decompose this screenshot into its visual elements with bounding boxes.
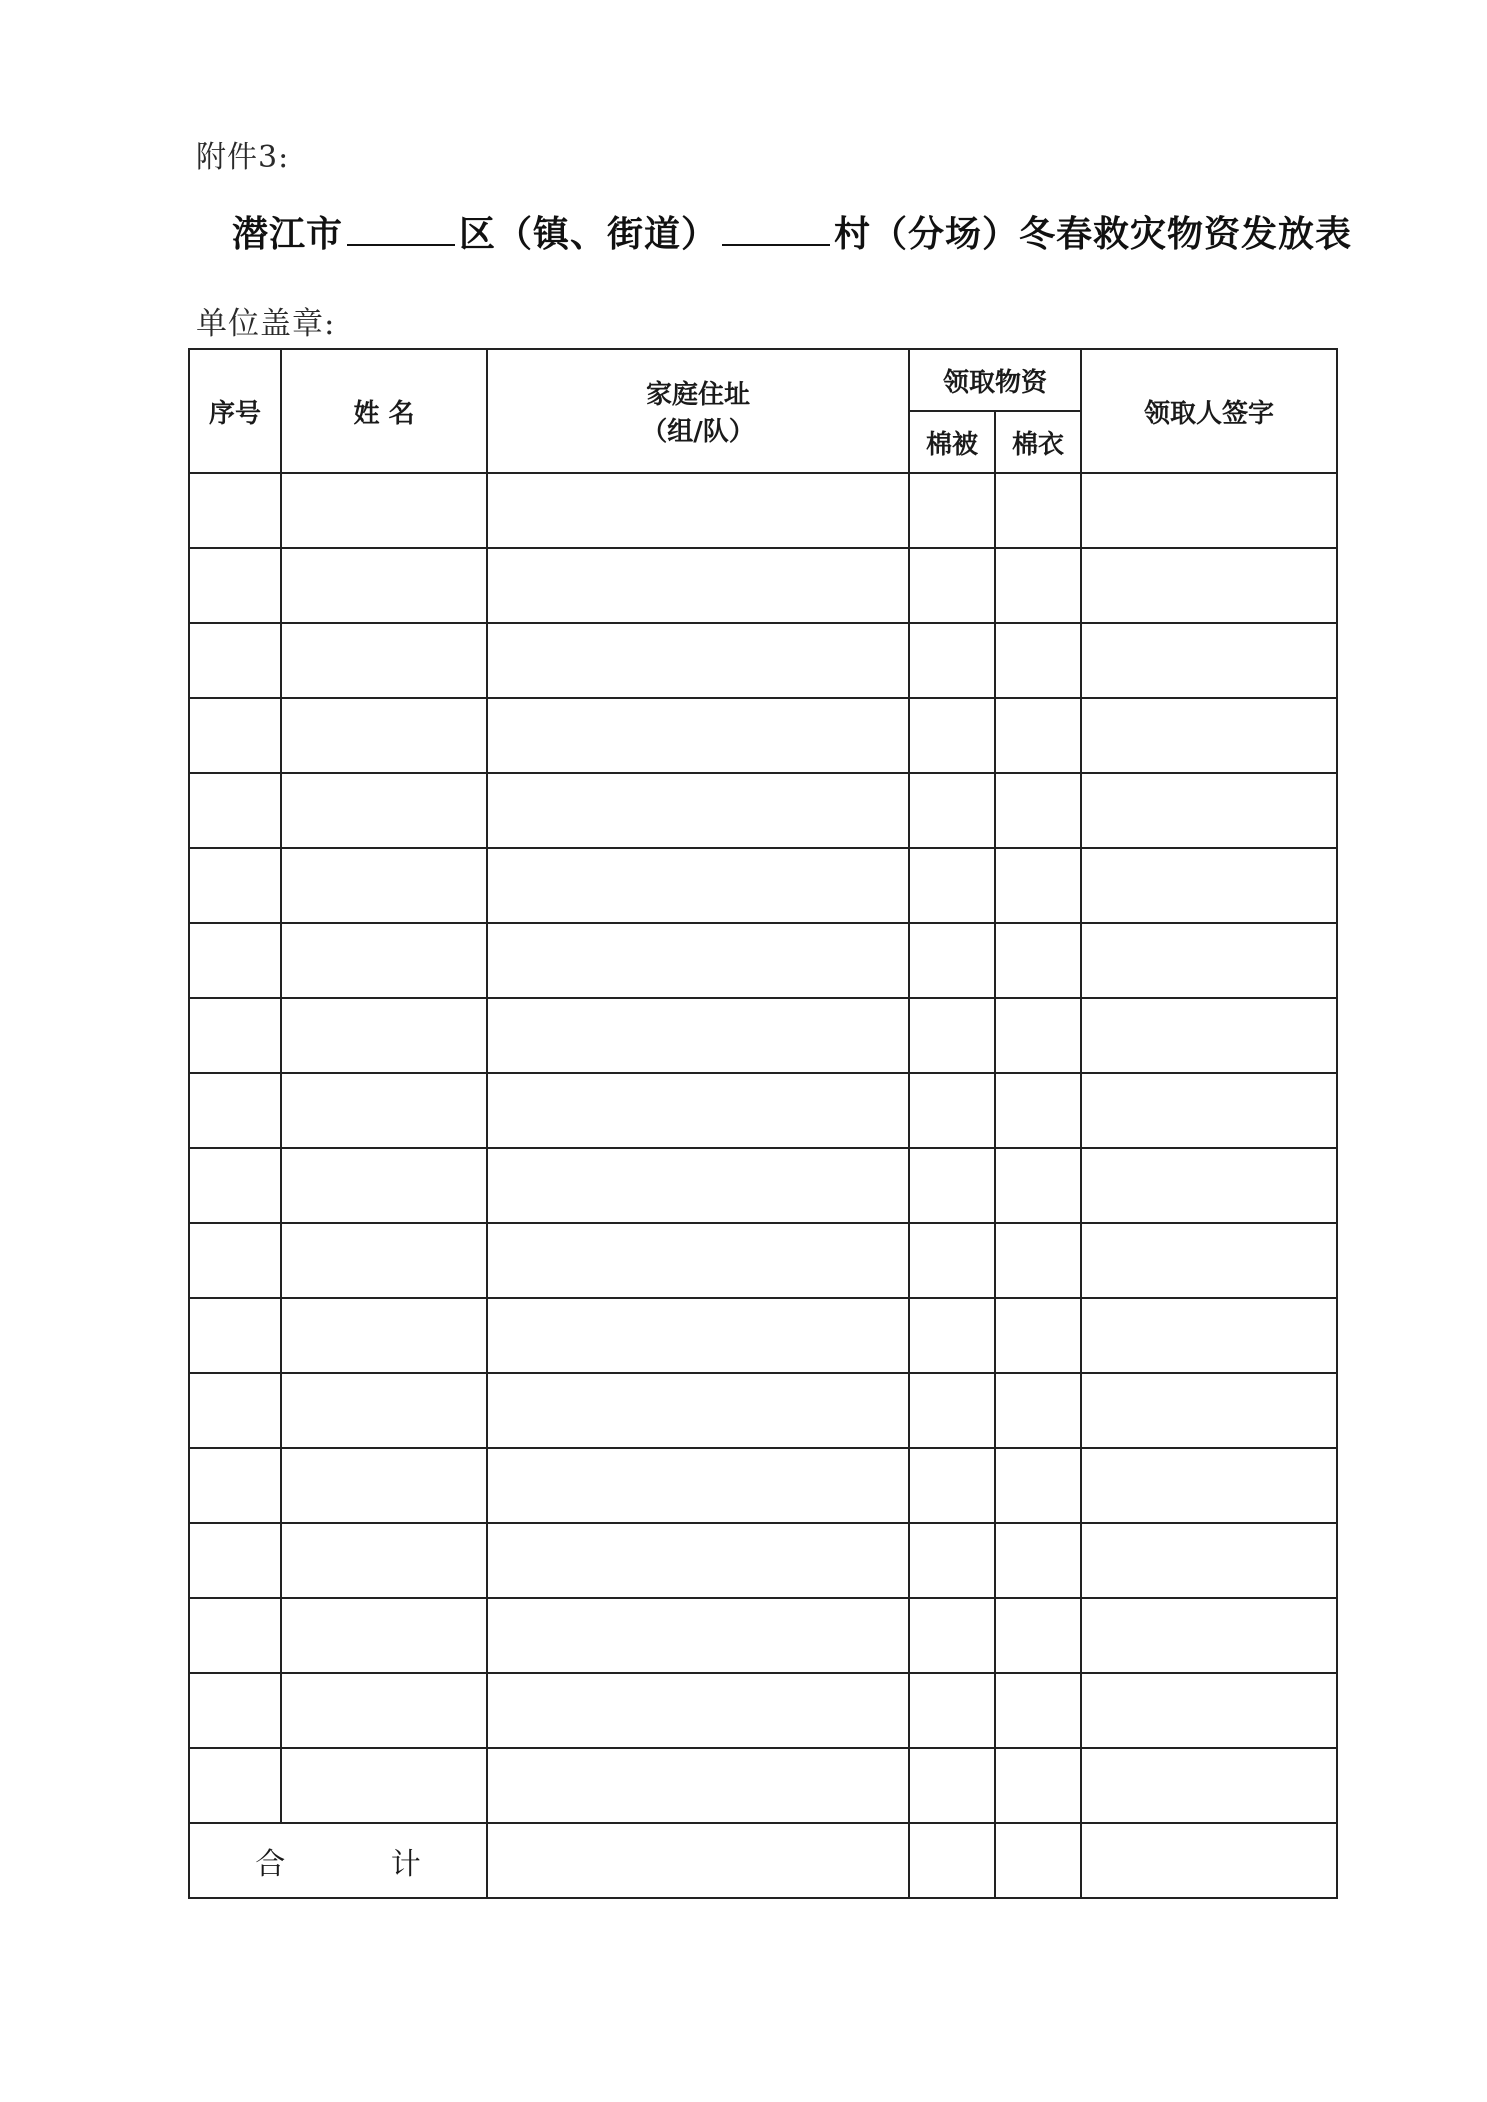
- seq-cell[interactable]: [189, 548, 281, 623]
- table-row: [189, 623, 1337, 698]
- coat-cell[interactable]: [995, 998, 1081, 1073]
- signature-cell[interactable]: [1081, 698, 1337, 773]
- seq-cell[interactable]: [189, 698, 281, 773]
- coat-cell[interactable]: [995, 623, 1081, 698]
- total-address-cell[interactable]: [487, 1823, 909, 1898]
- quilt-cell[interactable]: [909, 548, 995, 623]
- signature-cell[interactable]: [1081, 1223, 1337, 1298]
- coat-cell[interactable]: [995, 1448, 1081, 1523]
- quilt-cell[interactable]: [909, 1373, 995, 1448]
- address-cell[interactable]: [487, 773, 909, 848]
- name-cell[interactable]: [281, 998, 487, 1073]
- signature-cell[interactable]: [1081, 1298, 1337, 1373]
- signature-cell[interactable]: [1081, 1073, 1337, 1148]
- table-row: [189, 1448, 1337, 1523]
- signature-cell[interactable]: [1081, 1448, 1337, 1523]
- name-cell[interactable]: [281, 1448, 487, 1523]
- signature-cell[interactable]: [1081, 1748, 1337, 1823]
- distribution-table: [188, 348, 1338, 1899]
- header-address: [487, 349, 909, 473]
- signature-cell[interactable]: [1081, 623, 1337, 698]
- document-title: [232, 206, 1352, 257]
- address-cell[interactable]: [487, 698, 909, 773]
- quilt-cell[interactable]: [909, 1598, 995, 1673]
- address-cell[interactable]: [487, 548, 909, 623]
- table-row: [189, 998, 1337, 1073]
- coat-cell[interactable]: [995, 848, 1081, 923]
- seq-cell[interactable]: [189, 773, 281, 848]
- seq-cell[interactable]: [189, 1748, 281, 1823]
- total-row: [189, 1823, 1337, 1898]
- quilt-cell[interactable]: [909, 1073, 995, 1148]
- seq-cell[interactable]: [189, 1448, 281, 1523]
- seq-cell[interactable]: [189, 1298, 281, 1373]
- coat-cell[interactable]: [995, 698, 1081, 773]
- quilt-cell[interactable]: [909, 773, 995, 848]
- header-name: 姓 名: [281, 349, 487, 473]
- district-blank[interactable]: [347, 212, 455, 246]
- quilt-cell[interactable]: [909, 1673, 995, 1748]
- name-cell[interactable]: [281, 1373, 487, 1448]
- table-body: [189, 473, 1337, 1823]
- coat-cell[interactable]: [995, 773, 1081, 848]
- quilt-cell[interactable]: [909, 998, 995, 1073]
- total-label: 合 计: [189, 1823, 487, 1898]
- name-cell[interactable]: [281, 1673, 487, 1748]
- title-village: 村（分场）冬春救灾物资发放表: [834, 213, 1353, 255]
- table-row: [189, 848, 1337, 923]
- quilt-cell[interactable]: [909, 1523, 995, 1598]
- header-row: [189, 349, 1337, 411]
- unit-seal-label: 单位盖章:: [196, 306, 336, 342]
- coat-cell[interactable]: [995, 1373, 1081, 1448]
- address-cell[interactable]: [487, 1373, 909, 1448]
- seq-cell[interactable]: [189, 1598, 281, 1673]
- name-cell[interactable]: [281, 1148, 487, 1223]
- quilt-cell[interactable]: [909, 1148, 995, 1223]
- coat-cell[interactable]: [995, 548, 1081, 623]
- table-row: [189, 1223, 1337, 1298]
- address-cell[interactable]: [487, 848, 909, 923]
- name-cell[interactable]: [281, 1748, 487, 1823]
- seq-cell[interactable]: [189, 1148, 281, 1223]
- signature-cell[interactable]: [1081, 473, 1337, 548]
- signature-cell[interactable]: [1081, 548, 1337, 623]
- table-row: [189, 1748, 1337, 1823]
- name-cell[interactable]: [281, 698, 487, 773]
- header-coat: 棉衣: [995, 411, 1081, 473]
- total-signature-cell[interactable]: [1081, 1823, 1337, 1898]
- coat-cell[interactable]: [995, 1148, 1081, 1223]
- title-city: 潜江市: [232, 213, 344, 255]
- seq-cell[interactable]: [189, 1073, 281, 1148]
- signature-cell[interactable]: [1081, 998, 1337, 1073]
- signature-cell[interactable]: [1081, 923, 1337, 998]
- address-cell[interactable]: [487, 998, 909, 1073]
- seq-cell[interactable]: [189, 1523, 281, 1598]
- header-goods: 领取物资: [909, 349, 1081, 411]
- table-row: [189, 548, 1337, 623]
- quilt-cell[interactable]: [909, 698, 995, 773]
- address-cell[interactable]: [487, 1148, 909, 1223]
- address-cell[interactable]: [487, 1298, 909, 1373]
- name-cell[interactable]: [281, 1298, 487, 1373]
- table-row: [189, 698, 1337, 773]
- quilt-cell[interactable]: [909, 848, 995, 923]
- signature-cell[interactable]: [1081, 1523, 1337, 1598]
- coat-cell[interactable]: [995, 1073, 1081, 1148]
- name-cell[interactable]: [281, 548, 487, 623]
- header-seq: 序号: [189, 349, 281, 473]
- quilt-cell[interactable]: [909, 623, 995, 698]
- address-cell[interactable]: [487, 473, 909, 548]
- name-cell[interactable]: [281, 623, 487, 698]
- address-cell[interactable]: [487, 923, 909, 998]
- header-address-line2: （组/队）: [641, 417, 755, 447]
- signature-cell[interactable]: [1081, 1598, 1337, 1673]
- quilt-cell[interactable]: [909, 473, 995, 548]
- table-row: [189, 1673, 1337, 1748]
- name-cell[interactable]: [281, 1073, 487, 1148]
- seq-cell[interactable]: [189, 848, 281, 923]
- seq-cell[interactable]: [189, 1673, 281, 1748]
- header-address-line1: 家庭住址: [645, 380, 750, 410]
- seq-cell[interactable]: [189, 998, 281, 1073]
- village-blank[interactable]: [722, 212, 830, 246]
- table-row: [189, 1598, 1337, 1673]
- table-row: [189, 1073, 1337, 1148]
- seq-cell[interactable]: [189, 923, 281, 998]
- quilt-cell[interactable]: [909, 1223, 995, 1298]
- total-coat-cell[interactable]: [995, 1823, 1081, 1898]
- table-row: [189, 1373, 1337, 1448]
- header-quilt: 棉被: [909, 411, 995, 473]
- seq-cell[interactable]: [189, 1373, 281, 1448]
- signature-cell[interactable]: [1081, 773, 1337, 848]
- name-cell[interactable]: [281, 473, 487, 548]
- address-cell[interactable]: [487, 1748, 909, 1823]
- signature-cell[interactable]: [1081, 1148, 1337, 1223]
- table-row: [189, 1523, 1337, 1598]
- total-quilt-cell[interactable]: [909, 1823, 995, 1898]
- coat-cell[interactable]: [995, 1298, 1081, 1373]
- address-cell[interactable]: [487, 1223, 909, 1298]
- quilt-cell[interactable]: [909, 1298, 995, 1373]
- signature-cell[interactable]: [1081, 1673, 1337, 1748]
- coat-cell[interactable]: [995, 1223, 1081, 1298]
- signature-cell[interactable]: [1081, 848, 1337, 923]
- coat-cell[interactable]: [995, 473, 1081, 548]
- table-row: [189, 473, 1337, 548]
- coat-cell[interactable]: [995, 1748, 1081, 1823]
- address-cell[interactable]: [487, 1448, 909, 1523]
- title-district: 区（镇、街道）: [459, 213, 719, 255]
- coat-cell[interactable]: [995, 1598, 1081, 1673]
- quilt-cell[interactable]: [909, 923, 995, 998]
- table-row: [189, 773, 1337, 848]
- name-cell[interactable]: [281, 773, 487, 848]
- address-cell[interactable]: [487, 1598, 909, 1673]
- address-cell[interactable]: [487, 1073, 909, 1148]
- address-cell[interactable]: [487, 1673, 909, 1748]
- coat-cell[interactable]: [995, 923, 1081, 998]
- name-cell[interactable]: [281, 1523, 487, 1598]
- table-row: [189, 1298, 1337, 1373]
- attachment-label: 附件3:: [196, 140, 290, 175]
- name-cell[interactable]: [281, 923, 487, 998]
- table-row: [189, 923, 1337, 998]
- name-cell[interactable]: [281, 1598, 487, 1673]
- signature-cell[interactable]: [1081, 1373, 1337, 1448]
- quilt-cell[interactable]: [909, 1448, 995, 1523]
- seq-cell[interactable]: [189, 1223, 281, 1298]
- coat-cell[interactable]: [995, 1523, 1081, 1598]
- seq-cell[interactable]: [189, 473, 281, 548]
- address-cell[interactable]: [487, 623, 909, 698]
- coat-cell[interactable]: [995, 1673, 1081, 1748]
- header-signature: 领取人签字: [1081, 349, 1337, 473]
- table-row: [189, 1148, 1337, 1223]
- seq-cell[interactable]: [189, 623, 281, 698]
- address-cell[interactable]: [487, 1523, 909, 1598]
- name-cell[interactable]: [281, 1223, 487, 1298]
- quilt-cell[interactable]: [909, 1748, 995, 1823]
- name-cell[interactable]: [281, 848, 487, 923]
